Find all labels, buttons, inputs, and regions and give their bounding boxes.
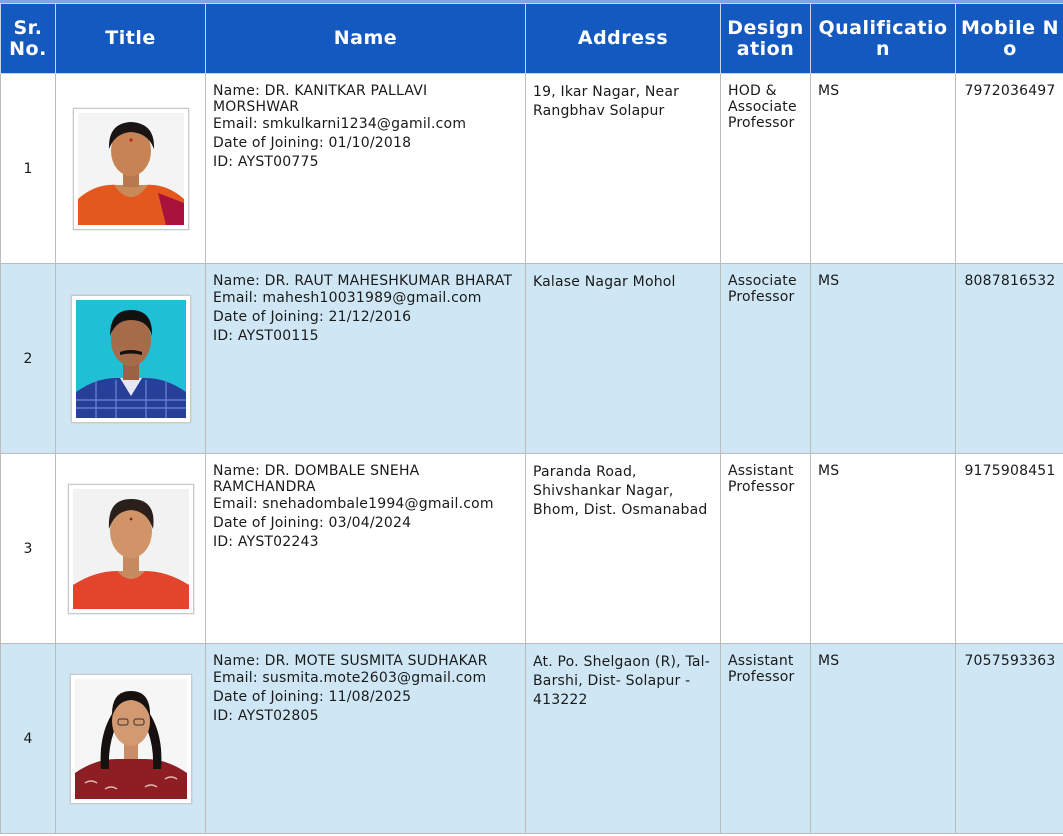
faculty-name: Name: DR. RAUT MAHESHKUMAR BHARAT — [213, 273, 513, 289]
header-address: Address — [526, 4, 721, 74]
mobile-cell: 7972036497 — [956, 74, 1063, 264]
address-cell: Paranda Road, Shivshankar Nagar, Bhom, Dist. Osmanabad — [526, 454, 721, 644]
header-qualification: Qualification — [811, 4, 956, 74]
male-portrait-icon — [76, 300, 186, 418]
table-row — [1, 644, 1063, 834]
header-sr-no: Sr. No. — [1, 4, 56, 74]
qualification-cell: MS — [811, 264, 956, 454]
faculty-id: ID: AYST02243 — [213, 534, 319, 550]
header-designation: Designation — [721, 4, 811, 74]
faculty-email: Email: snehadombale1994@gmail.com — [213, 496, 494, 512]
details-cell — [206, 74, 526, 264]
sr-no-cell: 1 — [1, 74, 56, 264]
mobile-cell: 9175908451 — [956, 454, 1063, 644]
faculty-name: Name: DR. DOMBALE SNEHA RAMCHANDRA — [213, 463, 420, 495]
faculty-name: Name: DR. MOTE SUSMITA SUDHAKAR — [213, 653, 488, 669]
faculty-joining-date: Date of Joining: 01/10/2018 — [213, 135, 412, 151]
photo-cell — [56, 74, 206, 264]
faculty-name: Name: DR. KANITKAR PALLAVI MORSHWAR — [213, 83, 428, 115]
qualification-cell: MS — [811, 644, 956, 834]
header-title: Title — [56, 4, 206, 74]
designation-cell: Associate Professor — [721, 264, 811, 454]
table-row — [1, 454, 1063, 644]
faculty-email: Email: mahesh10031989@gmail.com — [213, 290, 482, 306]
faculty-photo — [73, 108, 189, 230]
female-portrait-icon — [75, 679, 187, 799]
faculty-photo — [71, 295, 191, 423]
address-cell: 19, Ikar Nagar, Near Rangbhav Solapur — [526, 74, 721, 264]
details-cell — [206, 454, 526, 644]
mobile-cell: 7057593363 — [956, 644, 1063, 834]
details-cell — [206, 264, 526, 454]
female-portrait-icon — [78, 113, 184, 225]
sr-no-cell: 2 — [1, 264, 56, 454]
designation-cell: HOD & Associate Professor — [721, 74, 811, 264]
faculty-joining-date: Date of Joining: 21/12/2016 — [213, 309, 412, 325]
table-header-row — [1, 4, 1063, 74]
faculty-email: Email: susmita.mote2603@gmail.com — [213, 670, 487, 686]
photo-cell — [56, 644, 206, 834]
female-portrait-icon — [73, 489, 189, 609]
mobile-cell: 8087816532 — [956, 264, 1063, 454]
header-name: Name — [206, 4, 526, 74]
sr-no-cell: 3 — [1, 454, 56, 644]
sr-no-cell: 4 — [1, 644, 56, 834]
faculty-id: ID: AYST00115 — [213, 328, 319, 344]
table-row — [1, 74, 1063, 264]
details-cell — [206, 644, 526, 834]
qualification-cell: MS — [811, 74, 956, 264]
faculty-id: ID: AYST00775 — [213, 154, 319, 170]
faculty-table — [0, 3, 1063, 834]
faculty-id: ID: AYST02805 — [213, 708, 319, 724]
faculty-email: Email: smkulkarni1234@gamil.com — [213, 116, 467, 132]
address-cell: Kalase Nagar Mohol — [526, 264, 721, 454]
faculty-joining-date: Date of Joining: 03/04/2024 — [213, 515, 412, 531]
table-row — [1, 264, 1063, 454]
photo-cell — [56, 454, 206, 644]
faculty-joining-date: Date of Joining: 11/08/2025 — [213, 689, 412, 705]
designation-cell: Assistant Professor — [721, 454, 811, 644]
qualification-cell: MS — [811, 454, 956, 644]
address-cell: At. Po. Shelgaon (R), Tal-Barshi, Dist- Solapur - 413222 — [526, 644, 721, 834]
faculty-photo — [68, 484, 194, 614]
designation-cell: Assistant Professor — [721, 644, 811, 834]
faculty-photo — [70, 674, 192, 804]
photo-cell — [56, 264, 206, 454]
header-mobile: Mobile No — [956, 4, 1063, 74]
